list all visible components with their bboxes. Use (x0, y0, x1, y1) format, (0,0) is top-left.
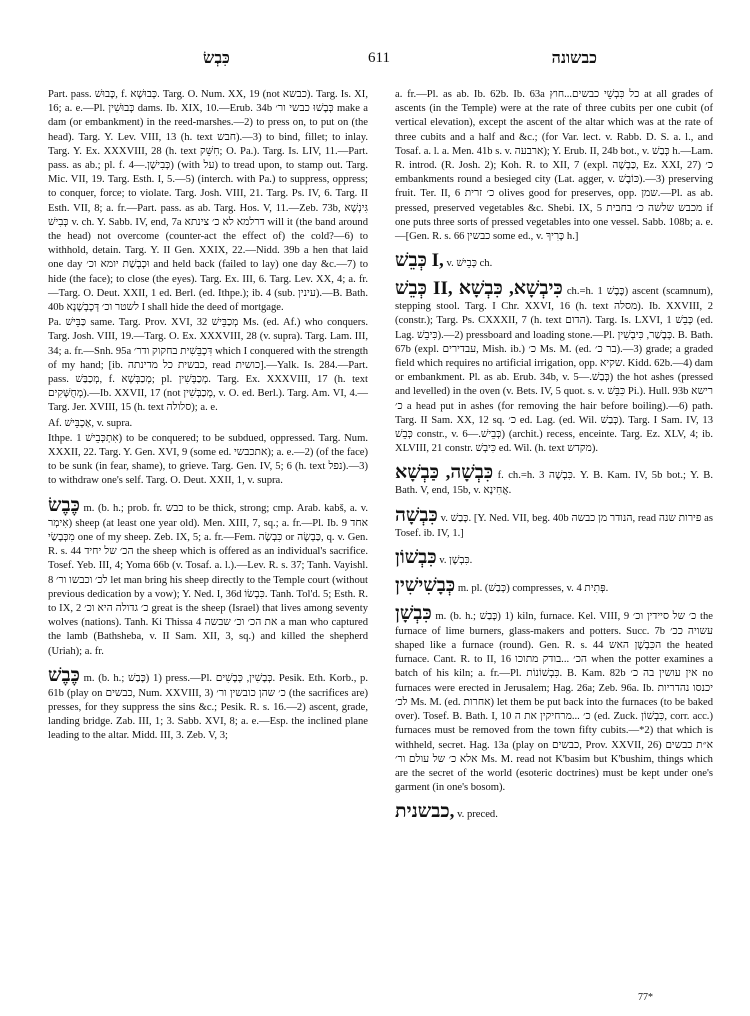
entry-headword: כבשנית, (395, 801, 455, 823)
entry-body: v. כְּבֵישׁ ch. (446, 258, 493, 270)
entry-headword: כִּבְשָׁן (395, 602, 432, 624)
signature-mark: 77* (638, 992, 653, 1003)
dictionary-entry (395, 603, 713, 795)
entry-headword: כֶּבֶשׁ (48, 664, 80, 686)
page-number: 611 (368, 50, 390, 66)
entry-paragraph: Af. אַכְבֵּישׁ, v. supra. (48, 417, 133, 429)
dictionary-entry (48, 495, 368, 659)
entry-headword: כֶּבֶשׂ (48, 494, 80, 516)
dictionary-entry (48, 665, 368, 744)
left-column (48, 88, 368, 745)
dictionary-entry (395, 505, 713, 541)
entry-body: m. (b. h.; כָּבַשׁ) 1) press.—Pl. כְּבָשִׁין, כְּבָשִׁים. Pesik. Eth. Korb., p. 61b (play on כבשים, Num. XXVIII, 3) כ׳ שהן כובשין ור׳ (the sacrifices are) presses, for they suppress the sins &c.; Pesik. R. s. 16.—2) ascent, grade, landing bridge. Zab. III, 1; 3. Sabb. XVI, 8; a. e.—Esp. the inclined plane leading to the altar. Midd. III, 3. Zeb. V, 3; (48, 672, 368, 742)
entry-body: m. (b. h.; כָּבַשׁ) 1) kiln, furnace. Kel. VIII, 9 כ׳ של סיידין וכ׳ the furnace of lime burners, glass-makers and potters. Succ. 7b עשויה ככ׳ shaped like a furnace (round). Gen. R. s. 44 הכִּבְשָׁן האש the heated furnace. Cant. R. to II, 16 הכ׳ ...בודק מתוכו when the potter examines a batch of his kiln; a. fr.—Pl. כִּבְשׁוֹנוֹת. B. Kam. 82b אין עושין בה כ׳ no furnaces were erected in Jerusalem; Hag. 26a; Zeb. 96a. Ib. יכנסו נהדריות לכ׳ Ms. M. (ed. אחרות) let them be put back into the furnaces (to be baked over). Tosef. B. Bath. I, 10 כ׳ ...מרחיקין את ה (ed. Zuck. כִּבְשׁוֹן, corr. acc.) furnaces must be removed from the town fifty cubits.—*2) that which is withheld, secret. Hag. 13a (play on כבשים, Prov. XXVII, 26) א״ת כבשים אלא כ׳ של עולם ור׳ Ms. M. read not K'basim but K'bushim, things which are the secret of the world (esoteric doctrines) must be kept under one's garment (in one's bosom). (395, 610, 714, 794)
entry-body: f. ch.=h. כִּבְשָׁה 3. Y. B. Kam. IV, 5b bot.; Y. B. Bath. V, end, 15b, v. אֲחִינָא. (395, 470, 714, 497)
entry-paragraph: a. fr.—Pl. as ab. Ib. 62b. Ib. 63a כל כִּבְשֵׁי כבשים...חוץ at all grades of ascents (in the Temple) were at the rate of three cubits per one cubit (of vertical elevation), except the ascent of the altar which was at the rate of three cubits and a half and &c.; (for Var. lect. v. Rabb. D. S. a. l., and Tosaf. a. l. a. Men. 41b s. v. ארבעה); Y. Erub. II, 24b bot., v. כְּבַשׁ h.—Lam. R. introd. (R. Josh. 2); Koh. R. to XII, 7 (expl. כַּבְשָׁה, Ez. XXI, 27) כ׳ embankments round a besieged city (Lat. agger, v. כּוֹבֶשׁ).—3) preserving fruit. Ter. II, 6 כ׳ זרית olives good for preserves, opp. שמן.—Pl. as ab. pressed, preserved vegetables &c. Shebi. IX, 5 מכבש שלשה כ׳ בחבית if one puts three sorts of pressed vegetables into one vessel. Sabb. 108b; a. e.—[Gen. R. s. 66 כבשין some ed., v. כָּרִיךְ h.] (395, 89, 714, 243)
page-header (48, 50, 702, 78)
left-running-headword: כִּבְשׂ (203, 50, 230, 67)
entry-headword: כִּבְשָׁה, כַּבְשָׁא (395, 462, 494, 484)
dictionary-entry (395, 462, 713, 498)
right-running-headword: כבשונה (551, 50, 597, 67)
entry-headword: כִּבְשׁוֹן (395, 546, 437, 568)
right-column (395, 88, 713, 824)
entry-headword: כִּבְשָׁה (395, 504, 438, 526)
entry-body: v. כָּבַשׁ. [Y. Ned. VII, beg. 40b הנודר מן כבשה, read פירות שנה as Tosef. ib. IV, 1.] (395, 512, 713, 539)
entry-body: m. pl. (כְּבַשׁ) compresses, v. פְּתִית 4. (457, 582, 609, 594)
dictionary-entry (395, 547, 713, 569)
entry-headword: כְּבָשִׁישִׁין (395, 574, 456, 596)
entry-body: m. (b. h.; prob. fr. כבש to be thick, strong; cmp. Arab. kabš, a. v. אִימְר) sheep (at least one year old). Men. XIII, 7, sq.; a. fr.—Pl. Ib. 9 אחד מִכְּבָשַׂי one of my sheep. Zeb. IX, 5; a. fr.—Fem. כִּבְשָׂה or כַּבְשָׂה, q. v. Gen. R. s. 44 הכ׳ של יחיד the sheep which is offered as an individual's sacrifice. Tosef. Yeb. III, 4; Yoma 66b (v. Tosaf. a. l.).—Lev. R. s. 37; Tanh. Vayishl. 8 לכ׳ וכבשו ור׳ let man bring his sheep directly to the Temple court (without previous dedication by a vow); Y. Ned. I, 36d כִּבְשׂוֹ. Tanh. Tol'd. 5; Esth. R. to IX, 2 כ׳ גדולה היא וכ׳ great is the sheep (Israel) that lives among seventy wolves (nations). Tanh. Ki Thissa 4 את הכ׳ וכ׳ שבשה a man who captured the lamb (Bathsheba, v. II Sam. XII, 3, sq.) and killed the shepherd (Uriah); a. fr. (48, 502, 369, 657)
entry-headword: כְּבֵשׁ II, כִּיבְשָׁא, כִּבְשָׁא (395, 278, 563, 300)
entry-headword: כְּבֵשׁ I, (395, 250, 444, 272)
dictionary-entry (395, 278, 713, 456)
entry-body: ch.=h. כֶּבֶשׁ 1) ascent (scamnum), stepping stool. Targ. I Chr. XXVI, 16 (h. text מסלה). Ib. XXVIII, 2 (constr.); Targ. Ps. CXXXII, 7 (h. text הדום). Targ. Is. LXVI, 1 כְּבֵשׁ (ed. Lag. כִּיבֵשׁ).—2) pressboard and loading stone.—Pl. כְּבָשַׁר, כִּיבְשִׁין. B. Bath. 67b (expl. עבדירים, Mish. ib.) כ׳ Ms. M. (ed. בר כ׳).—3) grade; a graded field which requires no artificial irrigation, opp. שקיא. Kidd. 62b.—4) dam or embankment. Pl. as ab. Erub. 34b, v. כְּבַשׁ.—5) the hot ashes (pressed and levelled) in the oven (v. Bets. IV, 5 quot. s. v. כִּבֵּשׁ Pi.). Hull. 93b רישא כ׳ a head put in ashes (for removing the hair before boiling).—6) path. Targ. II Sam. XX, 12 sq. כ׳ ed. Lag. (ed. Wil. כְּבַשׁ). Targ. I Sam. IV, 13 כְּבֵשׁ constr., v. כְּבֵישׁ.—6) (archit.) recess, enceinte. Targ. Ez. XLV, 4; ib. XLVIII, 21 constr. כִּיבְשׁ ed. Wil. (h. text מקדש). (395, 286, 714, 455)
dictionary-entry (395, 801, 713, 823)
dictionary-entry (395, 250, 713, 272)
dictionary-entry (395, 575, 713, 597)
entry-paragraph: Pa. כַּבֵּישׁ same. Targ. Prov. XVI, 32 מְכַבֵּישׁ Ms. (ed. Af.) who conquers. Targ. Josh. VIII, 19.—Targ. O. Ex. XXXVIII, 28 (v. supra). Targ. Lam. III, 34; a. fr.—Snh. 95a דִּכְבֵּשִׁית בחקוק ודר׳ which I conquered with the strength of my hand; [ib. כבשית כל מדינתה, read כושית].—Yalk. Is. 284.—Part. pass. מְכַבַּשׁ, f. מְכַבְּשָׁא; pl. מְכַבְּשִׁין. Targ. Ex. XXXVIII, 17 (h. text מְחֻשָּׁקִים).—Ib. XXVII, 17 (not מְכַבְּשִׁין, v. O. ed. Berl.). Targ. Am. VI, 4.—Targ. Jer. XVIII, 15 (h. text סלולה); a. e. (48, 317, 368, 414)
entry-paragraph: Part. pass. כָּבוּשׁ, f. כְּבוּשָׁא. Targ. O. Num. XX, 19 (not כבשא). Targ. Is. XI, 16; a. e.—Pl. כְּבוּשִׁין dams. Ib. XIX, 10.—Erub. 34b כְּבָשׁוּ כבשי ור׳ make a dam (or embankment) in the reed-marshes.—2) to press on, to put on (the head). Targ. Y. Lev. VIII, 13 (h. text חבש).—3) to bind, fillet; to inlay. Targ. Y. Ex. XXXVIII, 28 (h. text חִשֵּׁק; O. Pa.). Targ. Is. LIV, 11.—Part. pass. as ab.; pl. f. כְּבִישָׁן.—4) (with על) to tread upon, to stamp out. Targ. Mic. VII, 19. Targ. Esth. I, 5.—5) (interch. with Pa.) to suppress, oppress; to conquer, force; to violate. Targ. Josh. VIII, 21. Targ. Ps. IV, 6. Targ. II Esth. VII, 8; a. fr.—Part. pass. as ab. Targ. Hos. V, 11.—Zeb. 73b, גִּינְשָׁא כְּבִישׁ v. ch. Y. Sabb. IV, end, 7a דרלמא לא כ׳ צינתא will it (the band around the head) not overcome (counter-act the effect of) the cold?—6) to withhold, detain. Targ. Y. II Gen. XXIX, 22.—Nidd. 39b a hen that laid one day וּכְבְשַׁת יומא וכ׳ and held back (failed to lay) one day &c.—7) to hide (the face); to close (the eyes). Targ. Ex. III, 6. Targ. Lev. XX, 4; a. fr.—Targ. O. Deut. XXII, 1 ed. Berl. (ed. Ithpe.); ib. 4 (sub. עינין).—B. Bath. 40b לשטר וכ׳ דְּכָבְשָׁנָא I shall hide the deed of mortgage. (48, 89, 369, 314)
entry-body: v. כִּבְשָׁן. (439, 554, 473, 566)
entry-paragraph: Ithpe. אִתְכְּבֵישׁ 1) to be conquered; to be subdued, oppressed. Targ. Num. XXXII, 22. Targ. Y. Gen. XVI, 9 (some ed. אתכבשי); a. e.—2) (of the face) to be sunk (in fear, shame), to grieve. Targ. Gen. IV, 5; 6 (h. text נפל).—3) to withdraw one's self. Targ. O. Deut. XXII, 1, v. supra. (48, 432, 369, 487)
entry-body: v. preced. (457, 809, 498, 821)
